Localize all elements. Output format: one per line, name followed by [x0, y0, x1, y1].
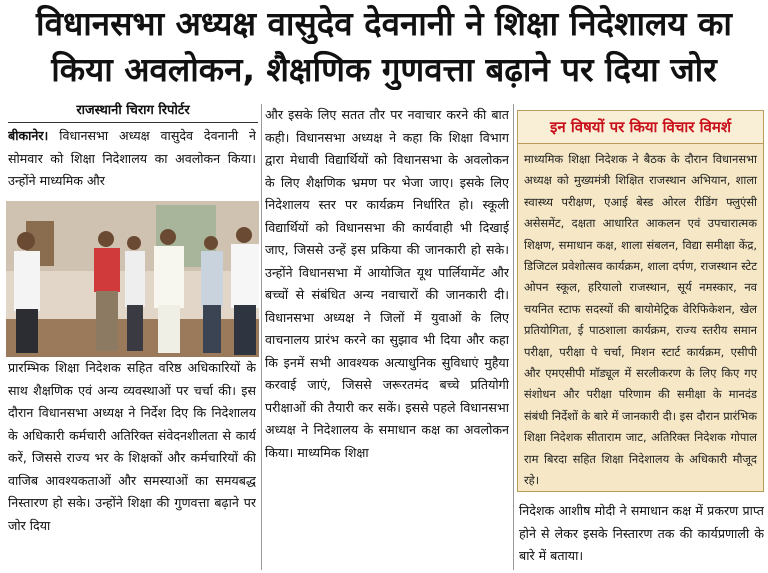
- dateline-place: बीकानेर।: [8, 128, 49, 143]
- headline-line-2: किया अवलोकन, शैक्षणिक गुणवत्ता बढ़ाने पर दिया जोर: [51, 50, 717, 89]
- column-divider: [513, 104, 514, 570]
- column-2: और इसके लिए सतत तौर पर नवाचार करने की बात कही। विधानसभा अध्यक्ष ने कहा कि शिक्षा विभाग द्वारा मेधावी विद्यार्थियों को विधानसभा के अवलोकन के लिए शैक्षणिक भ्रमण पर भेजा जाए। इसके लिए निदेशालय स्तर पर कार्यक्रम निर्धारित हो। स्कूली विद्यार्थियों को विधानसभा की कार्यवाही भी दिखाई जाए, जिससे उन्हें इस प्रकिया की जानकारी हो सके। उन्होंने विधानसभा में आयोजित यूथ पार्लियामेंट और बच्चों से संबंधित अन्य नवाचारों की जानकारी दी। विधानसभा अध्यक्ष ने जिलों में युवाओं के लिए वाचनालय प्रारंभ करने का सुझाव भी दिया और कहा कि इनमें सभी आवश्यक अत्याधुनिक सुविधाएं मुहैया करवाई जाएं, जिससे जरूरतमंद बच्चे प्रतियोगी परीक्षाओं की तैयारी कर सकें। इससे पहले विधानसभा अध्यक्ष ने निदेशालय के समाधान कक्ष का अवलोकन किया। माध्यमिक शिक्षा: [265, 107, 509, 460]
- column-1-continued: प्रारम्भिक शिक्षा निदेशक सहित वरिष्ठ अधिकारियों के साथ शैक्षणिक एवं अन्य व्यवस्थाओं पर चर्चा की। इस दौरान विधानसभा अध्यक्ष ने निर्देश दिए कि निदेशालय के अधिकारी कर्मचारी अतिरिक्त संवेदनशीलता से कार्य करें, जिससे राज्य भर के शिक्षकों और कर्मचारियों की वाजिब आवश्यकताओं और समस्याओं का समयबद्ध निस्तारण हो सके। उन्होंने शिक्षा की गुणवत्ता बढ़ाने पर जोर दिया: [8, 360, 256, 533]
- column-divider: [261, 104, 262, 570]
- news-photo: [6, 201, 259, 357]
- column-1-intro: [8, 125, 256, 199]
- sidebar-body: माध्यमिक शिक्षा निदेशक ने बैठक के दौरान विधानसभा अध्यक्ष को मुख्यमंत्री शिक्षित राजस्थान अभियान, शाला स्वास्थ्य परीक्षण, एआई बेस्ड ओरल रीडिंग फ्लुएंसी असेसमेंट, दक्षता आधारित आकलन एवं उपचारात्मक शिक्षण, समाधान कक्ष, शाला संबलन, विद्या समीक्षा केंद्र, डिजिटल प्रवेशोत्सव कार्यक्रम, शाला दर्पण, राजस्थान स्टेट ओपन स्कूल, हरियालो राजस्थान, सूर्य नमस्कार, नव चयनित स्टाफ सदस्यों की बायोमेट्रिक वेरिफिकेशन, खेल प्रतियोगिता, ई पाठशाला कार्यक्रम, राज्य स्तरीय समान परीक्षा, परीक्षा पे चर्चा, मिशन स्टार्ट कार्यक्रम, एसीपी और एमएसीपी मॉड्यूल में सरलीकरण के लिए किए गए संशोधन और परीक्षा परिणाम की समीक्षा के मानदंड संबंधी निर्देशों के बारे में जानकारी दी। इस दौरान प्रारंभिक शिक्षा निदेशक सीताराम जाट, अतिरिक्त निदेशक गोपाल राम बिरदा सहित शिक्षा निदेशालय के अधिकारी मौजूद रहे।: [524, 152, 757, 488]
- column-3-tail: निदेशक आशीष मोदी ने समाधान कक्ष में प्रकरण प्राप्त होने से लेकर इसके निस्तारण तक की कार्यप्रणाली के बारे में बताया।: [519, 503, 764, 563]
- byline: राजस्थानी चिराग रिपोर्टर: [8, 100, 258, 123]
- column-1-intro-text: विधानसभा अध्यक्ष वासुदेव देवनानी ने सोमवार को शिक्षा निदेशालय का अवलोकन किया। उन्होंने माध्यमिक और: [8, 128, 256, 188]
- headline-line-1: विधानसभा अध्यक्ष वासुदेव देवनानी ने शिक्षा निदेशालय का: [36, 4, 732, 43]
- sidebar-title: इन विषयों पर किया विचार विमर्श: [518, 111, 763, 144]
- headline: [0, 0, 768, 96]
- sidebar-box: [517, 110, 764, 492]
